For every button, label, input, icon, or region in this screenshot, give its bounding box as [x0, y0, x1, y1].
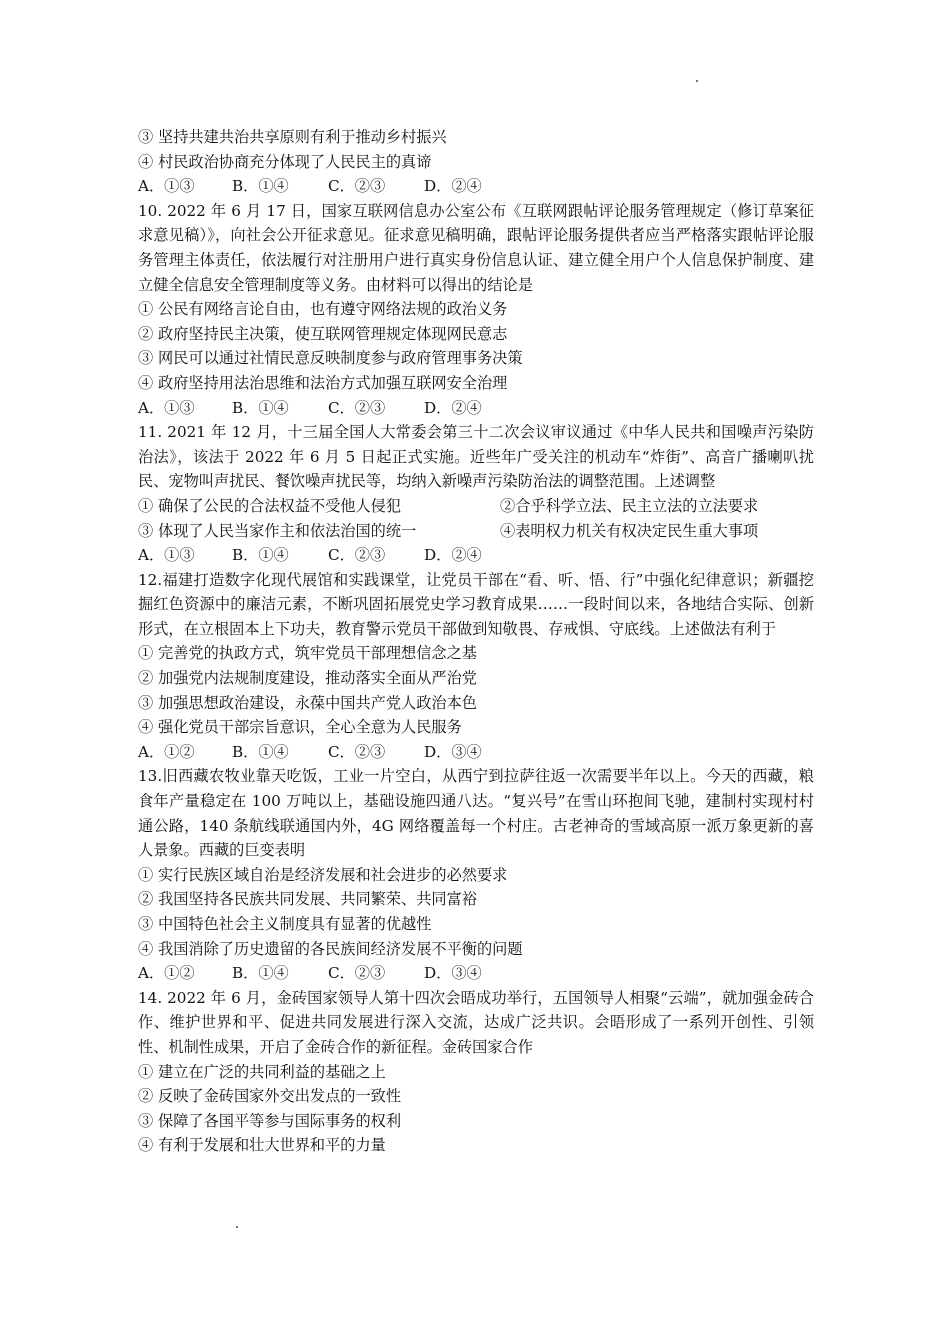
q13-item-3: ③ 中国特色社会主义制度具有显著的优越性 — [138, 915, 432, 933]
option-b: B．①④ — [232, 742, 289, 761]
option-d: D．②④ — [424, 177, 482, 196]
option-d: D．③④ — [424, 742, 482, 761]
exam-content — [138, 125, 814, 1158]
question-14-stem: 14. 2022 年 6 月，金砖国家领导人第十四次会晤成功举行，五国领导人相聚“云端”，就加强金砖合作、维护世界和平、促进共同发展进行深入交流，达成广泛共识。会晤形成了一系列开创性、引领性、机制性成果，开启了金砖合作的新征程。金砖国家合作 — [138, 988, 814, 1056]
q12-item-4: ④ 强化党员干部宗旨意识，全心全意为人民服务 — [138, 718, 462, 737]
q10-item-2: ② 政府坚持民主决策，使互联网管理规定体现网民意志 — [138, 324, 508, 343]
q12-item-2: ② 加强党内法规制度建设，推动落实全面从严治党 — [138, 669, 477, 688]
prev-item-4: ④ 村民政治协商充分体现了人民民主的真谛 — [138, 152, 432, 171]
option-d: D．②④ — [424, 398, 482, 417]
option-c: C．②③ — [328, 177, 386, 196]
q10-item-3: ③ 网民可以通过社情民意反映制度参与政府管理事务决策 — [138, 349, 523, 368]
q12-options — [138, 740, 814, 765]
q12-item-3: ③ 加强思想政治建设，永葆中国共产党人政治本色 — [138, 693, 477, 712]
option-d: D．③④ — [424, 964, 482, 983]
option-c: C．②③ — [328, 398, 386, 417]
option-c: C．②③ — [328, 742, 386, 761]
top-mark — [696, 80, 698, 82]
option-c: C．②③ — [328, 964, 386, 983]
option-b: B．①④ — [232, 398, 289, 417]
q14-item-2: ② 反映了金砖国家外交出发点的一致性 — [138, 1087, 402, 1106]
option-a: A．①③ — [138, 398, 195, 417]
question-11-stem: 11. 2021 年 12 月，十三届全国人大常委会第三十二次会议审议通过《中华人民共和国噪声污染防治法》，该法于 2022 年 6 月 5 日起正式实施。近些年广受关注的机动车“炸街”、高音广播喇叭扰民、宠物叫声扰民、餐饮噪声扰民等，均纳入新噪声污染防治法的调整范围。上述调整 — [138, 423, 814, 491]
q10-item-4: ④ 政府坚持用法治思维和法治方式加强互联网安全治理 — [138, 373, 508, 392]
option-a: A．①③ — [138, 177, 195, 196]
q11-options — [138, 543, 814, 568]
option-a: A．①② — [138, 964, 195, 983]
q11-item-2: ②合乎科学立法、民主立法的立法要求 — [500, 496, 759, 515]
option-b: B．①④ — [232, 964, 289, 983]
option-b: B．①④ — [232, 546, 289, 565]
q13-item-1: ① 实行民族区域自治是经济发展和社会进步的必然要求 — [138, 865, 508, 884]
option-c: C．②③ — [328, 546, 386, 565]
question-13-stem: 13.旧西藏农牧业靠天吃饭，工业一片空白，从西宁到拉萨往返一次需要半年以上。今天的西藏，粮食年产量稳定在 100 万吨以上，基础设施四通八达。“复兴号”在雪山环抱间飞驰，建制村实现村村通公路，140 条航线联通国内外，4G 网络覆盖每一个村庄。古老神奇的雪域高原一派万象更新的喜人景象。西藏的巨变表明 — [138, 767, 814, 860]
prev-options — [138, 174, 814, 199]
q10-options — [138, 396, 814, 421]
q13-options — [138, 961, 814, 986]
q14-item-3: ③ 保障了各国平等参与国际事务的权利 — [138, 1111, 402, 1130]
option-d: D．②④ — [424, 546, 482, 565]
q11-item-3: ③ 体现了人民当家作主和依法治国的统一 — [138, 521, 417, 540]
q14-item-4: ④ 有利于发展和壮大世界和平的力量 — [138, 1136, 386, 1155]
q10-item-1: ① 公民有网络言论自由，也有遵守网络法规的政治义务 — [138, 300, 508, 319]
option-a: A．①③ — [138, 546, 195, 565]
question-10-stem: 10. 2022 年 6 月 17 日，国家互联网信息办公室公布《互联网跟帖评论服务管理规定（修订草案征求意见稿）》，向社会公开征求意见。征求意见稿明确，跟帖评论服务提供者应当严格落实跟帖评论服务管理主体责任，依法履行对注册用户进行真实身份信息认证、建立健全用户个人信息保护制度、建立健全信息安全管理制度等义务。由材料可以得出的结论是 — [138, 201, 814, 294]
q13-item-2: ② 我国坚持各民族共同发展、共同繁荣、共同富裕 — [138, 890, 477, 909]
q14-item-1: ① 建立在广泛的共同利益的基础之上 — [138, 1062, 386, 1081]
q13-item-4: ④ 我国消除了历史遗留的各民族间经济发展不平衡的问题 — [138, 939, 523, 958]
bottom-mark — [236, 1226, 238, 1228]
q11-item-4: ④表明权力机关有权决定民生重大事项 — [500, 521, 759, 540]
q11-items-row-1 — [138, 494, 814, 519]
option-b: B．①④ — [232, 177, 289, 196]
q11-item-1: ① 确保了公民的合法权益不受他人侵犯 — [138, 496, 402, 515]
q11-items-row-2 — [138, 519, 814, 544]
q12-item-1: ① 完善党的执政方式，筑牢党员干部理想信念之基 — [138, 644, 477, 663]
prev-item-3: ③ 坚持共建共治共享原则有利于推动乡村振兴 — [138, 128, 447, 146]
question-12-stem: 12.福建打造数字化现代展馆和实践课堂，让党员干部在“看、听、悟、行”中强化纪律意识；新疆挖掘红色资源中的廉洁元素，不断巩固拓展党史学习教育成果……一段时间以来，各地结合实际、创新形式，在立根固本上下功夫，教育警示党员干部做到知敬畏、存戒惧、守底线。上述做法有利于 — [138, 570, 814, 638]
option-a: A．①② — [138, 742, 195, 761]
